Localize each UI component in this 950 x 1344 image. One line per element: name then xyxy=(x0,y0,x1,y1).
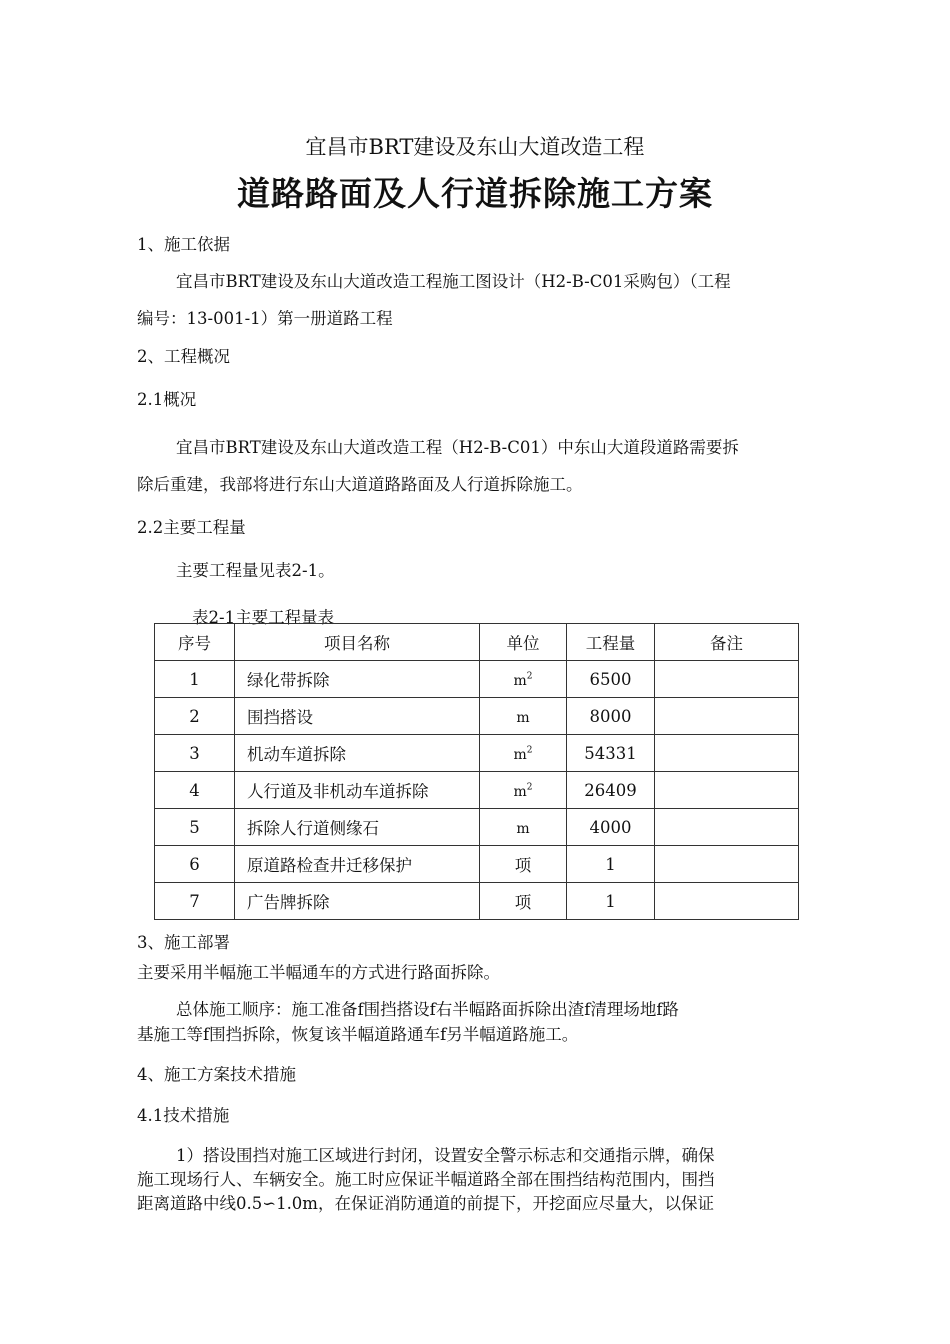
section-3-paragraph-2-line-2: 基施工等f围挡拆除，恢复该半幅道路通车f另半幅道路施工。 xyxy=(137,1025,579,1044)
cell-no: 5 xyxy=(155,809,235,846)
cell-unit xyxy=(480,698,567,735)
table-row xyxy=(155,883,799,920)
cell-note xyxy=(655,661,799,698)
cell-quantity: 6500 xyxy=(567,661,655,698)
cell-no: 1 xyxy=(155,661,235,698)
section-2-heading: 2、工程概况 xyxy=(137,347,230,366)
cell-no: 4 xyxy=(155,772,235,809)
section-2-1-paragraph-line-2: 除后重建，我部将进行东山大道道路路面及人行道拆除施工。 xyxy=(137,475,583,494)
quantity-table xyxy=(154,623,799,920)
section-4-heading: 4、施工方案技术措施 xyxy=(137,1065,296,1084)
cell-quantity: 8000 xyxy=(567,698,655,735)
cell-item-name: 原道路检查井迁移保护 xyxy=(235,846,480,883)
unit-superscript: 2 xyxy=(526,671,533,681)
cell-unit xyxy=(480,661,567,698)
table-caption: 表2-1主要工程量表 xyxy=(192,608,335,627)
table-row xyxy=(155,772,799,809)
cell-item-name: 围挡搭设 xyxy=(235,698,480,735)
section-4-1-paragraph-line-2: 施工现场行人、车辆安全。施工时应保证半幅道路全部在围挡结构范围内，围挡 xyxy=(137,1170,715,1189)
cell-note xyxy=(655,772,799,809)
cell-note xyxy=(655,809,799,846)
unit-text: m xyxy=(513,783,527,800)
section-4-1-heading: 4.1技术措施 xyxy=(137,1106,230,1125)
cell-quantity: 26409 xyxy=(567,772,655,809)
cell-note xyxy=(655,698,799,735)
header-quantity: 工程量 xyxy=(567,624,655,661)
unit-text: 项 xyxy=(514,893,532,912)
unit-text: m xyxy=(513,672,527,689)
cell-note xyxy=(655,883,799,920)
unit-superscript: 2 xyxy=(526,745,533,755)
unit-superscript: 2 xyxy=(526,782,533,792)
cell-no: 6 xyxy=(155,846,235,883)
section-3-heading: 3、施工部署 xyxy=(137,933,230,952)
section-1-paragraph-line-2: 编号：13-001-1）第一册道路工程 xyxy=(137,309,393,328)
header-unit: 单位 xyxy=(480,624,567,661)
cell-unit xyxy=(480,883,567,920)
section-4-1-paragraph-line-3: 距离道路中线0.5∽1.0m，在保证消防通道的前提下，开挖面应尽量大，以保证 xyxy=(137,1194,714,1213)
cell-quantity: 1 xyxy=(567,883,655,920)
section-2-1-heading: 2.1概况 xyxy=(137,390,197,409)
cell-quantity: 4000 xyxy=(567,809,655,846)
cell-no: 2 xyxy=(155,698,235,735)
header-no: 序号 xyxy=(155,624,235,661)
document-subtitle: 宜昌市BRT建设及东山大道改造工程 xyxy=(305,135,645,159)
section-2-2-paragraph: 主要工程量见表2-1。 xyxy=(176,561,335,580)
cell-unit xyxy=(480,809,567,846)
section-4-1-paragraph-line-1: 1）搭设围挡对施工区域进行封闭，设置安全警示标志和交通指示牌，确保 xyxy=(176,1146,715,1165)
cell-unit xyxy=(480,846,567,883)
unit-text: m xyxy=(513,746,527,763)
cell-no: 7 xyxy=(155,883,235,920)
cell-note xyxy=(655,735,799,772)
table-row xyxy=(155,698,799,735)
table-row xyxy=(155,809,799,846)
cell-unit xyxy=(480,772,567,809)
cell-unit xyxy=(480,735,567,772)
section-2-1-paragraph-line-1: 宜昌市BRT建设及东山大道改造工程（H2-B-C01）中东山大道段道路需要拆 xyxy=(176,438,739,457)
document-title: 道路路面及人行道拆除施工方案 xyxy=(237,174,713,213)
cell-item-name: 机动车道拆除 xyxy=(235,735,480,772)
cell-item-name: 拆除人行道侧缘石 xyxy=(235,809,480,846)
header-note: 备注 xyxy=(655,624,799,661)
cell-note xyxy=(655,846,799,883)
table-row xyxy=(155,661,799,698)
table-row xyxy=(155,846,799,883)
cell-item-name: 广告牌拆除 xyxy=(235,883,480,920)
section-1-heading: 1、施工依据 xyxy=(137,235,230,254)
cell-quantity: 54331 xyxy=(567,735,655,772)
section-3-paragraph-1: 主要采用半幅施工半幅通车的方式进行路面拆除。 xyxy=(137,963,500,982)
section-3-paragraph-2-line-1: 总体施工顺序：施工准备f围挡搭设f右半幅路面拆除出渣f清理场地f路 xyxy=(176,1000,679,1019)
unit-text: m xyxy=(516,709,530,726)
unit-text: m xyxy=(516,820,530,837)
section-2-2-heading: 2.2主要工程量 xyxy=(137,518,246,537)
table-row xyxy=(155,735,799,772)
cell-item-name: 人行道及非机动车道拆除 xyxy=(235,772,480,809)
cell-item-name: 绿化带拆除 xyxy=(235,661,480,698)
table-header-row xyxy=(155,624,799,661)
cell-no: 3 xyxy=(155,735,235,772)
cell-quantity: 1 xyxy=(567,846,655,883)
header-item-name: 项目名称 xyxy=(235,624,480,661)
unit-text: 项 xyxy=(514,856,532,875)
section-1-paragraph-line-1: 宜昌市BRT建设及东山大道改造工程施工图设计（H2-B-C01采购包）（工程 xyxy=(176,272,731,291)
